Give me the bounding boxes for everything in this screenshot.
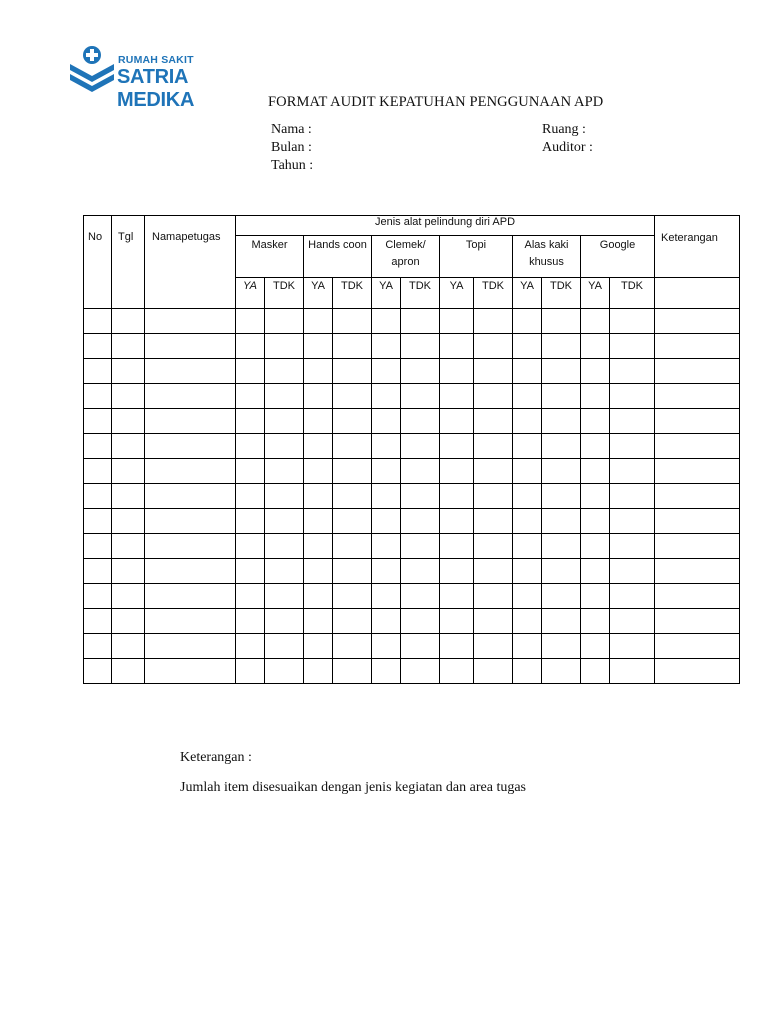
table-cell[interactable] [145, 384, 236, 409]
table-cell[interactable] [542, 659, 581, 684]
table-cell[interactable] [304, 659, 333, 684]
table-cell[interactable] [655, 459, 740, 484]
table-cell[interactable] [581, 459, 610, 484]
table-cell[interactable] [581, 584, 610, 609]
table-cell[interactable] [372, 659, 401, 684]
table-cell[interactable] [372, 484, 401, 509]
table-row [84, 309, 740, 334]
table-cell[interactable] [333, 584, 372, 609]
table-cell[interactable] [145, 409, 236, 434]
table-cell[interactable] [112, 459, 145, 484]
table-cell[interactable] [513, 359, 542, 384]
table-cell[interactable] [304, 459, 333, 484]
subheader-tdk: TDK [401, 278, 440, 309]
table-cell[interactable] [84, 409, 112, 434]
table-cell[interactable] [401, 584, 440, 609]
table-cell[interactable] [610, 509, 655, 534]
table-cell[interactable] [333, 309, 372, 334]
table-cell[interactable] [84, 309, 112, 334]
table-cell[interactable] [474, 659, 513, 684]
table-cell[interactable] [440, 434, 474, 459]
table-cell[interactable] [112, 409, 145, 434]
table-cell[interactable] [372, 584, 401, 609]
subheader-ya: YA [581, 278, 610, 309]
table-cell[interactable] [265, 334, 304, 359]
table-cell[interactable] [372, 434, 401, 459]
table-cell[interactable] [401, 559, 440, 584]
table-cell[interactable] [236, 584, 265, 609]
table-cell[interactable] [581, 484, 610, 509]
field-tahun-label: Tahun : [271, 158, 314, 173]
table-cell[interactable] [84, 534, 112, 559]
table-cell[interactable] [304, 534, 333, 559]
table-cell[interactable] [145, 459, 236, 484]
header-tgl: Tgl [112, 216, 145, 309]
field-auditor-label: Auditor : [542, 140, 593, 155]
table-cell[interactable] [655, 609, 740, 634]
table-cell[interactable] [581, 309, 610, 334]
table-cell[interactable] [610, 609, 655, 634]
table-cell[interactable] [372, 634, 401, 659]
table-cell[interactable] [440, 309, 474, 334]
table-cell[interactable] [112, 334, 145, 359]
table-cell[interactable] [236, 509, 265, 534]
table-cell[interactable] [372, 559, 401, 584]
table-cell[interactable] [474, 359, 513, 384]
header-namapetugas: Namapetugas [145, 216, 236, 309]
table-cell[interactable] [236, 359, 265, 384]
header-apd-group: Jenis alat pelindung diri APD [236, 216, 655, 236]
table-cell[interactable] [474, 584, 513, 609]
table-cell[interactable] [513, 659, 542, 684]
table-cell[interactable] [542, 634, 581, 659]
table-cell[interactable] [112, 534, 145, 559]
table-cell[interactable] [112, 634, 145, 659]
header-item-topi: Topi [440, 236, 513, 278]
table-cell[interactable] [513, 309, 542, 334]
table-cell[interactable] [401, 409, 440, 434]
table-cell[interactable] [84, 634, 112, 659]
table-cell[interactable] [474, 384, 513, 409]
table-cell[interactable] [333, 609, 372, 634]
table-cell[interactable] [333, 359, 372, 384]
table-cell[interactable] [333, 384, 372, 409]
table-cell[interactable] [333, 534, 372, 559]
table-cell[interactable] [581, 609, 610, 634]
table-cell[interactable] [304, 609, 333, 634]
table-cell[interactable] [236, 409, 265, 434]
subheader-keterangan-blank [655, 278, 740, 309]
table-cell[interactable] [372, 409, 401, 434]
table-cell[interactable] [542, 309, 581, 334]
table-cell[interactable] [112, 484, 145, 509]
field-nama-label: Nama : [271, 122, 312, 137]
table-cell[interactable] [440, 634, 474, 659]
table-cell[interactable] [542, 509, 581, 534]
table-row [84, 409, 740, 434]
table-cell[interactable] [513, 609, 542, 634]
table-cell[interactable] [84, 509, 112, 534]
logo-text-small: RUMAH SAKIT [118, 54, 194, 66]
table-cell[interactable] [513, 434, 542, 459]
table-cell[interactable] [333, 659, 372, 684]
table-cell[interactable] [474, 609, 513, 634]
table-cell[interactable] [145, 509, 236, 534]
table-cell[interactable] [304, 359, 333, 384]
table-cell[interactable] [474, 434, 513, 459]
document-title: FORMAT AUDIT KEPATUHAN PENGGUNAAN APD [268, 94, 604, 110]
table-cell[interactable] [655, 484, 740, 509]
table-cell[interactable] [372, 384, 401, 409]
header-item-hands-coon: Hands coon [304, 236, 372, 278]
table-cell[interactable] [401, 534, 440, 559]
table-cell[interactable] [265, 484, 304, 509]
table-cell[interactable] [372, 534, 401, 559]
table-cell[interactable] [265, 309, 304, 334]
table-cell[interactable] [401, 634, 440, 659]
table-cell[interactable] [655, 334, 740, 359]
subheader-ya: YA [440, 278, 474, 309]
hospital-cross-icon [68, 44, 116, 98]
table-cell[interactable] [610, 434, 655, 459]
table-cell[interactable] [655, 534, 740, 559]
table-cell[interactable] [236, 609, 265, 634]
table-cell[interactable] [333, 634, 372, 659]
table-cell[interactable] [112, 659, 145, 684]
table-row [84, 359, 740, 384]
table-cell[interactable] [236, 559, 265, 584]
header-item-clemek-apron: Clemek/ apron [372, 236, 440, 278]
table-cell[interactable] [84, 434, 112, 459]
table-cell[interactable] [440, 484, 474, 509]
table-row [84, 659, 740, 684]
table-cell[interactable] [145, 534, 236, 559]
table-cell[interactable] [581, 434, 610, 459]
table-cell[interactable] [333, 559, 372, 584]
table-cell[interactable] [474, 334, 513, 359]
table-row [84, 559, 740, 584]
table-cell[interactable] [84, 484, 112, 509]
table-row [84, 584, 740, 609]
table-cell[interactable] [401, 359, 440, 384]
table-cell[interactable] [581, 509, 610, 534]
table-cell[interactable] [581, 659, 610, 684]
table-cell[interactable] [474, 409, 513, 434]
table-cell[interactable] [474, 484, 513, 509]
table-cell[interactable] [112, 509, 145, 534]
table-cell[interactable] [333, 509, 372, 534]
subheader-ya: YA [372, 278, 401, 309]
table-cell[interactable] [581, 559, 610, 584]
header-item-alas-kaki: Alas kaki khusus [513, 236, 581, 278]
table-cell[interactable] [610, 484, 655, 509]
table-cell[interactable] [610, 409, 655, 434]
table-row [84, 484, 740, 509]
subheader-ya: YA [513, 278, 542, 309]
table-cell[interactable] [304, 509, 333, 534]
table-row [84, 509, 740, 534]
table-cell[interactable] [655, 509, 740, 534]
table-cell[interactable] [112, 584, 145, 609]
subheader-tdk: TDK [333, 278, 372, 309]
table-row [84, 459, 740, 484]
field-ruang-label: Ruang : [542, 122, 586, 137]
table-cell[interactable] [401, 609, 440, 634]
table-cell[interactable] [513, 559, 542, 584]
table-cell[interactable] [513, 459, 542, 484]
table-cell[interactable] [304, 484, 333, 509]
table-row [84, 534, 740, 559]
table-cell[interactable] [440, 359, 474, 384]
table-cell[interactable] [440, 459, 474, 484]
table-cell[interactable] [474, 534, 513, 559]
table-cell[interactable] [112, 384, 145, 409]
table-cell[interactable] [440, 609, 474, 634]
table-cell[interactable] [265, 509, 304, 534]
table-cell[interactable] [655, 659, 740, 684]
table-cell[interactable] [542, 359, 581, 384]
table-cell[interactable] [610, 659, 655, 684]
table-cell[interactable] [440, 409, 474, 434]
table-cell[interactable] [333, 334, 372, 359]
table-cell[interactable] [236, 484, 265, 509]
table-cell[interactable] [112, 309, 145, 334]
field-bulan-label: Bulan : [271, 140, 312, 155]
table-cell[interactable] [372, 609, 401, 634]
table-cell[interactable] [304, 584, 333, 609]
table-cell[interactable] [655, 584, 740, 609]
table-cell[interactable] [610, 634, 655, 659]
table-cell[interactable] [236, 459, 265, 484]
table-cell[interactable] [236, 534, 265, 559]
table-cell[interactable] [84, 359, 112, 384]
table-cell[interactable] [655, 559, 740, 584]
table-cell[interactable] [333, 434, 372, 459]
table-cell[interactable] [265, 534, 304, 559]
table-cell[interactable] [440, 659, 474, 684]
table-cell[interactable] [513, 334, 542, 359]
table-cell[interactable] [145, 634, 236, 659]
table-row [84, 434, 740, 459]
table-cell[interactable] [474, 509, 513, 534]
table-cell[interactable] [401, 659, 440, 684]
table-cell[interactable] [513, 634, 542, 659]
table-cell[interactable] [304, 559, 333, 584]
table-row [84, 609, 740, 634]
table-cell[interactable] [84, 609, 112, 634]
table-cell[interactable] [655, 409, 740, 434]
table-cell[interactable] [265, 634, 304, 659]
table-cell[interactable] [474, 459, 513, 484]
table-cell[interactable] [581, 359, 610, 384]
table-cell[interactable] [145, 559, 236, 584]
table-cell[interactable] [401, 434, 440, 459]
table-cell[interactable] [474, 309, 513, 334]
audit-table [83, 215, 740, 684]
table-cell[interactable] [440, 334, 474, 359]
table-cell[interactable] [236, 309, 265, 334]
table-cell[interactable] [610, 334, 655, 359]
table-cell[interactable] [304, 634, 333, 659]
table-cell[interactable] [655, 434, 740, 459]
table-cell[interactable] [84, 584, 112, 609]
table-cell[interactable] [655, 309, 740, 334]
table-cell[interactable] [265, 434, 304, 459]
header-keterangan: Keterangan [655, 216, 740, 278]
table-cell[interactable] [145, 434, 236, 459]
table-cell[interactable] [440, 509, 474, 534]
table-cell[interactable] [265, 459, 304, 484]
table-cell[interactable] [84, 384, 112, 409]
table-cell[interactable] [542, 534, 581, 559]
note-text: Jumlah item disesuaikan dengan jenis kegiatan dan area tugas [180, 780, 527, 795]
table-cell[interactable] [581, 534, 610, 559]
table-cell[interactable] [145, 309, 236, 334]
table-cell[interactable] [581, 384, 610, 409]
table-cell[interactable] [401, 384, 440, 409]
table-cell[interactable] [372, 459, 401, 484]
table-cell[interactable] [112, 434, 145, 459]
table-cell[interactable] [610, 559, 655, 584]
table-cell[interactable] [401, 459, 440, 484]
table-cell[interactable] [145, 334, 236, 359]
table-cell[interactable] [513, 584, 542, 609]
table-cell[interactable] [236, 659, 265, 684]
subheader-tdk: TDK [474, 278, 513, 309]
hospital-logo [68, 44, 258, 111]
table-cell[interactable] [542, 609, 581, 634]
table-cell[interactable] [610, 309, 655, 334]
table-cell[interactable] [655, 384, 740, 409]
header-no: No [84, 216, 112, 309]
table-cell[interactable] [333, 459, 372, 484]
table-cell[interactable] [265, 609, 304, 634]
table-cell[interactable] [84, 659, 112, 684]
table-cell[interactable] [581, 634, 610, 659]
table-cell[interactable] [542, 409, 581, 434]
table-cell[interactable] [542, 559, 581, 584]
logo-text-large: SATRIA MEDIKA [117, 66, 195, 111]
table-cell[interactable] [610, 359, 655, 384]
table-cell[interactable] [610, 459, 655, 484]
header-item-masker: Masker [236, 236, 304, 278]
table-cell[interactable] [513, 484, 542, 509]
table-cell[interactable] [542, 484, 581, 509]
table-cell[interactable] [84, 459, 112, 484]
table-cell[interactable] [112, 359, 145, 384]
table-cell[interactable] [84, 559, 112, 584]
table-cell[interactable] [440, 559, 474, 584]
subheader-ya: YA [304, 278, 333, 309]
table-cell[interactable] [401, 334, 440, 359]
table-cell[interactable] [333, 484, 372, 509]
table-cell[interactable] [145, 659, 236, 684]
table-cell[interactable] [265, 584, 304, 609]
table-cell[interactable] [542, 584, 581, 609]
table-cell[interactable] [145, 584, 236, 609]
table-cell[interactable] [372, 334, 401, 359]
subheader-tdk: TDK [542, 278, 581, 309]
note-label: Keterangan : [180, 750, 252, 765]
table-cell[interactable] [304, 334, 333, 359]
table-cell[interactable] [513, 384, 542, 409]
table-cell[interactable] [542, 459, 581, 484]
table-cell[interactable] [112, 559, 145, 584]
table-cell[interactable] [655, 359, 740, 384]
table-cell[interactable] [265, 659, 304, 684]
table-row [84, 334, 740, 359]
table-cell[interactable] [236, 634, 265, 659]
table-cell[interactable] [372, 359, 401, 384]
table-cell[interactable] [610, 534, 655, 559]
table-cell[interactable] [401, 509, 440, 534]
table-cell[interactable] [145, 609, 236, 634]
table-cell[interactable] [401, 484, 440, 509]
subheader-ya: YA [236, 278, 265, 309]
table-cell[interactable] [372, 509, 401, 534]
table-cell[interactable] [542, 384, 581, 409]
table-cell[interactable] [304, 434, 333, 459]
table-cell[interactable] [304, 309, 333, 334]
table-cell[interactable] [265, 384, 304, 409]
table-cell[interactable] [304, 384, 333, 409]
table-cell[interactable] [236, 384, 265, 409]
table-cell[interactable] [236, 334, 265, 359]
table-row [84, 634, 740, 659]
table-cell[interactable] [440, 584, 474, 609]
table-cell[interactable] [542, 434, 581, 459]
table-row [84, 384, 740, 409]
table-cell[interactable] [610, 384, 655, 409]
table-cell[interactable] [513, 534, 542, 559]
audit-table-body [84, 309, 740, 684]
table-cell[interactable] [440, 534, 474, 559]
table-cell[interactable] [236, 434, 265, 459]
table-cell[interactable] [474, 634, 513, 659]
table-cell[interactable] [513, 409, 542, 434]
table-cell[interactable] [333, 409, 372, 434]
table-cell[interactable] [265, 559, 304, 584]
table-cell[interactable] [440, 384, 474, 409]
table-cell[interactable] [401, 309, 440, 334]
table-cell[interactable] [372, 309, 401, 334]
table-cell[interactable] [304, 409, 333, 434]
table-cell[interactable] [84, 334, 112, 359]
table-cell[interactable] [581, 334, 610, 359]
table-cell[interactable] [581, 409, 610, 434]
header-item-google: Google [581, 236, 655, 278]
table-cell[interactable] [145, 484, 236, 509]
table-cell[interactable] [610, 584, 655, 609]
table-cell[interactable] [655, 634, 740, 659]
subheader-tdk: TDK [265, 278, 304, 309]
table-cell[interactable] [513, 509, 542, 534]
table-cell[interactable] [265, 409, 304, 434]
subheader-tdk: TDK [610, 278, 655, 309]
table-cell[interactable] [112, 609, 145, 634]
table-cell[interactable] [265, 359, 304, 384]
table-cell[interactable] [145, 359, 236, 384]
table-cell[interactable] [474, 559, 513, 584]
table-cell[interactable] [542, 334, 581, 359]
